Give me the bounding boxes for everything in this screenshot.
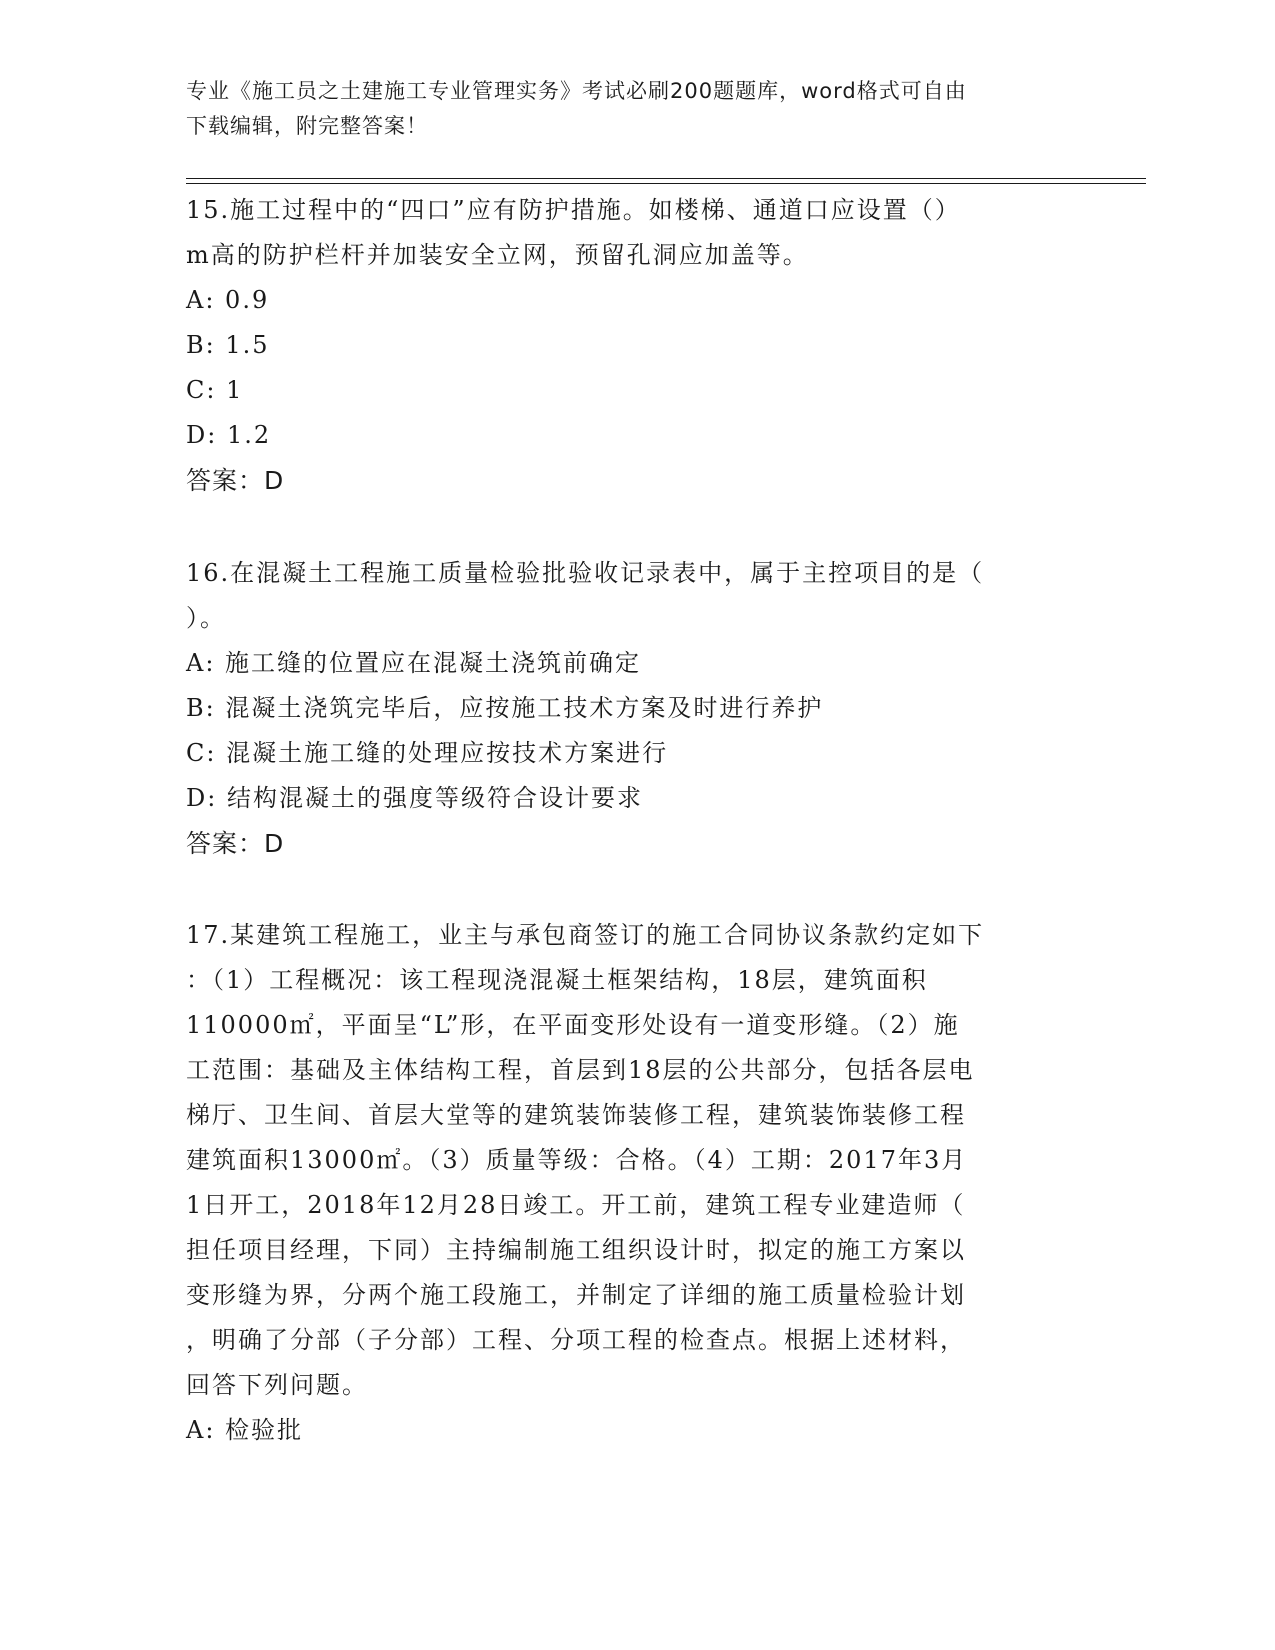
answer-label: 答案：D — [186, 466, 285, 495]
header-line-1: 专业《施工员之土建施工专业管理实务》考试必刷200题题库，word格式可自由 — [186, 79, 967, 103]
question-17 — [186, 913, 1066, 1453]
question-text-line: 15.施工过程中的“四口”应有防护措施。如楼梯、通道口应设置（） — [186, 196, 961, 224]
option-c: C: 1 — [186, 376, 244, 404]
question-text-line: 变形缝为界，分两个施工段施工，并制定了详细的施工质量检验计划 — [186, 1281, 966, 1309]
option-a: A: 0.9 — [186, 286, 270, 314]
question-15 — [186, 188, 1066, 503]
document-header — [186, 74, 1066, 144]
question-text-line: 110000㎡，平面呈“L”形，在平面变形处设有一道变形缝。（2）施 — [186, 1011, 960, 1039]
question-text-line: 工范围：基础及主体结构工程，首层到18层的公共部分，包括各层电 — [186, 1056, 975, 1084]
option-b: B: 1.5 — [186, 331, 270, 359]
question-text-line: 建筑面积13000㎡。（3）质量等级：合格。（4）工期：2017年3月 — [186, 1146, 968, 1174]
question-text-line: ）。 — [186, 604, 226, 632]
question-text-line: ，明确了分部（子分部）工程、分项工程的检查点。根据上述材料， — [186, 1326, 966, 1354]
header-line-2: 下载编辑，附完整答案！ — [186, 114, 428, 138]
question-text-line: 17.某建筑工程施工，业主与承包商签订的施工合同协议条款约定如下 — [186, 921, 985, 949]
question-16 — [186, 551, 1066, 866]
answer-label: 答案：D — [186, 829, 285, 858]
question-text-line: 1日开工，2018年12月28日竣工。开工前，建筑工程专业建造师（ — [186, 1191, 966, 1219]
question-text-line: m高的防护栏杆并加装安全立网，预留孔洞应加盖等。 — [186, 241, 809, 269]
option-c: C: 混凝土施工缝的处理应按技术方案进行 — [186, 739, 669, 767]
option-a: A: 施工缝的位置应在混凝土浇筑前确定 — [186, 649, 642, 677]
header-divider-bottom — [186, 183, 1146, 184]
option-a: A: 检验批 — [186, 1416, 304, 1444]
option-b: B: 混凝土浇筑完毕后，应按施工技术方案及时进行养护 — [186, 694, 824, 722]
option-d: D: 1.2 — [186, 421, 272, 449]
option-d: D: 结构混凝土的强度等级符合设计要求 — [186, 784, 643, 812]
question-text-line: 16.在混凝土工程施工质量检验批验收记录表中，属于主控项目的是（ — [186, 559, 985, 587]
header-divider-top — [186, 178, 1146, 179]
question-text-line: ：（1）工程概况：该工程现浇混凝土框架结构，18层，建筑面积 — [186, 966, 928, 994]
question-text-line: 梯厅、卫生间、首层大堂等的建筑装饰装修工程，建筑装饰装修工程 — [186, 1101, 966, 1129]
question-text-line: 担任项目经理，下同）主持编制施工组织设计时，拟定的施工方案以 — [186, 1236, 966, 1264]
question-text-line: 回答下列问题。 — [186, 1371, 368, 1399]
